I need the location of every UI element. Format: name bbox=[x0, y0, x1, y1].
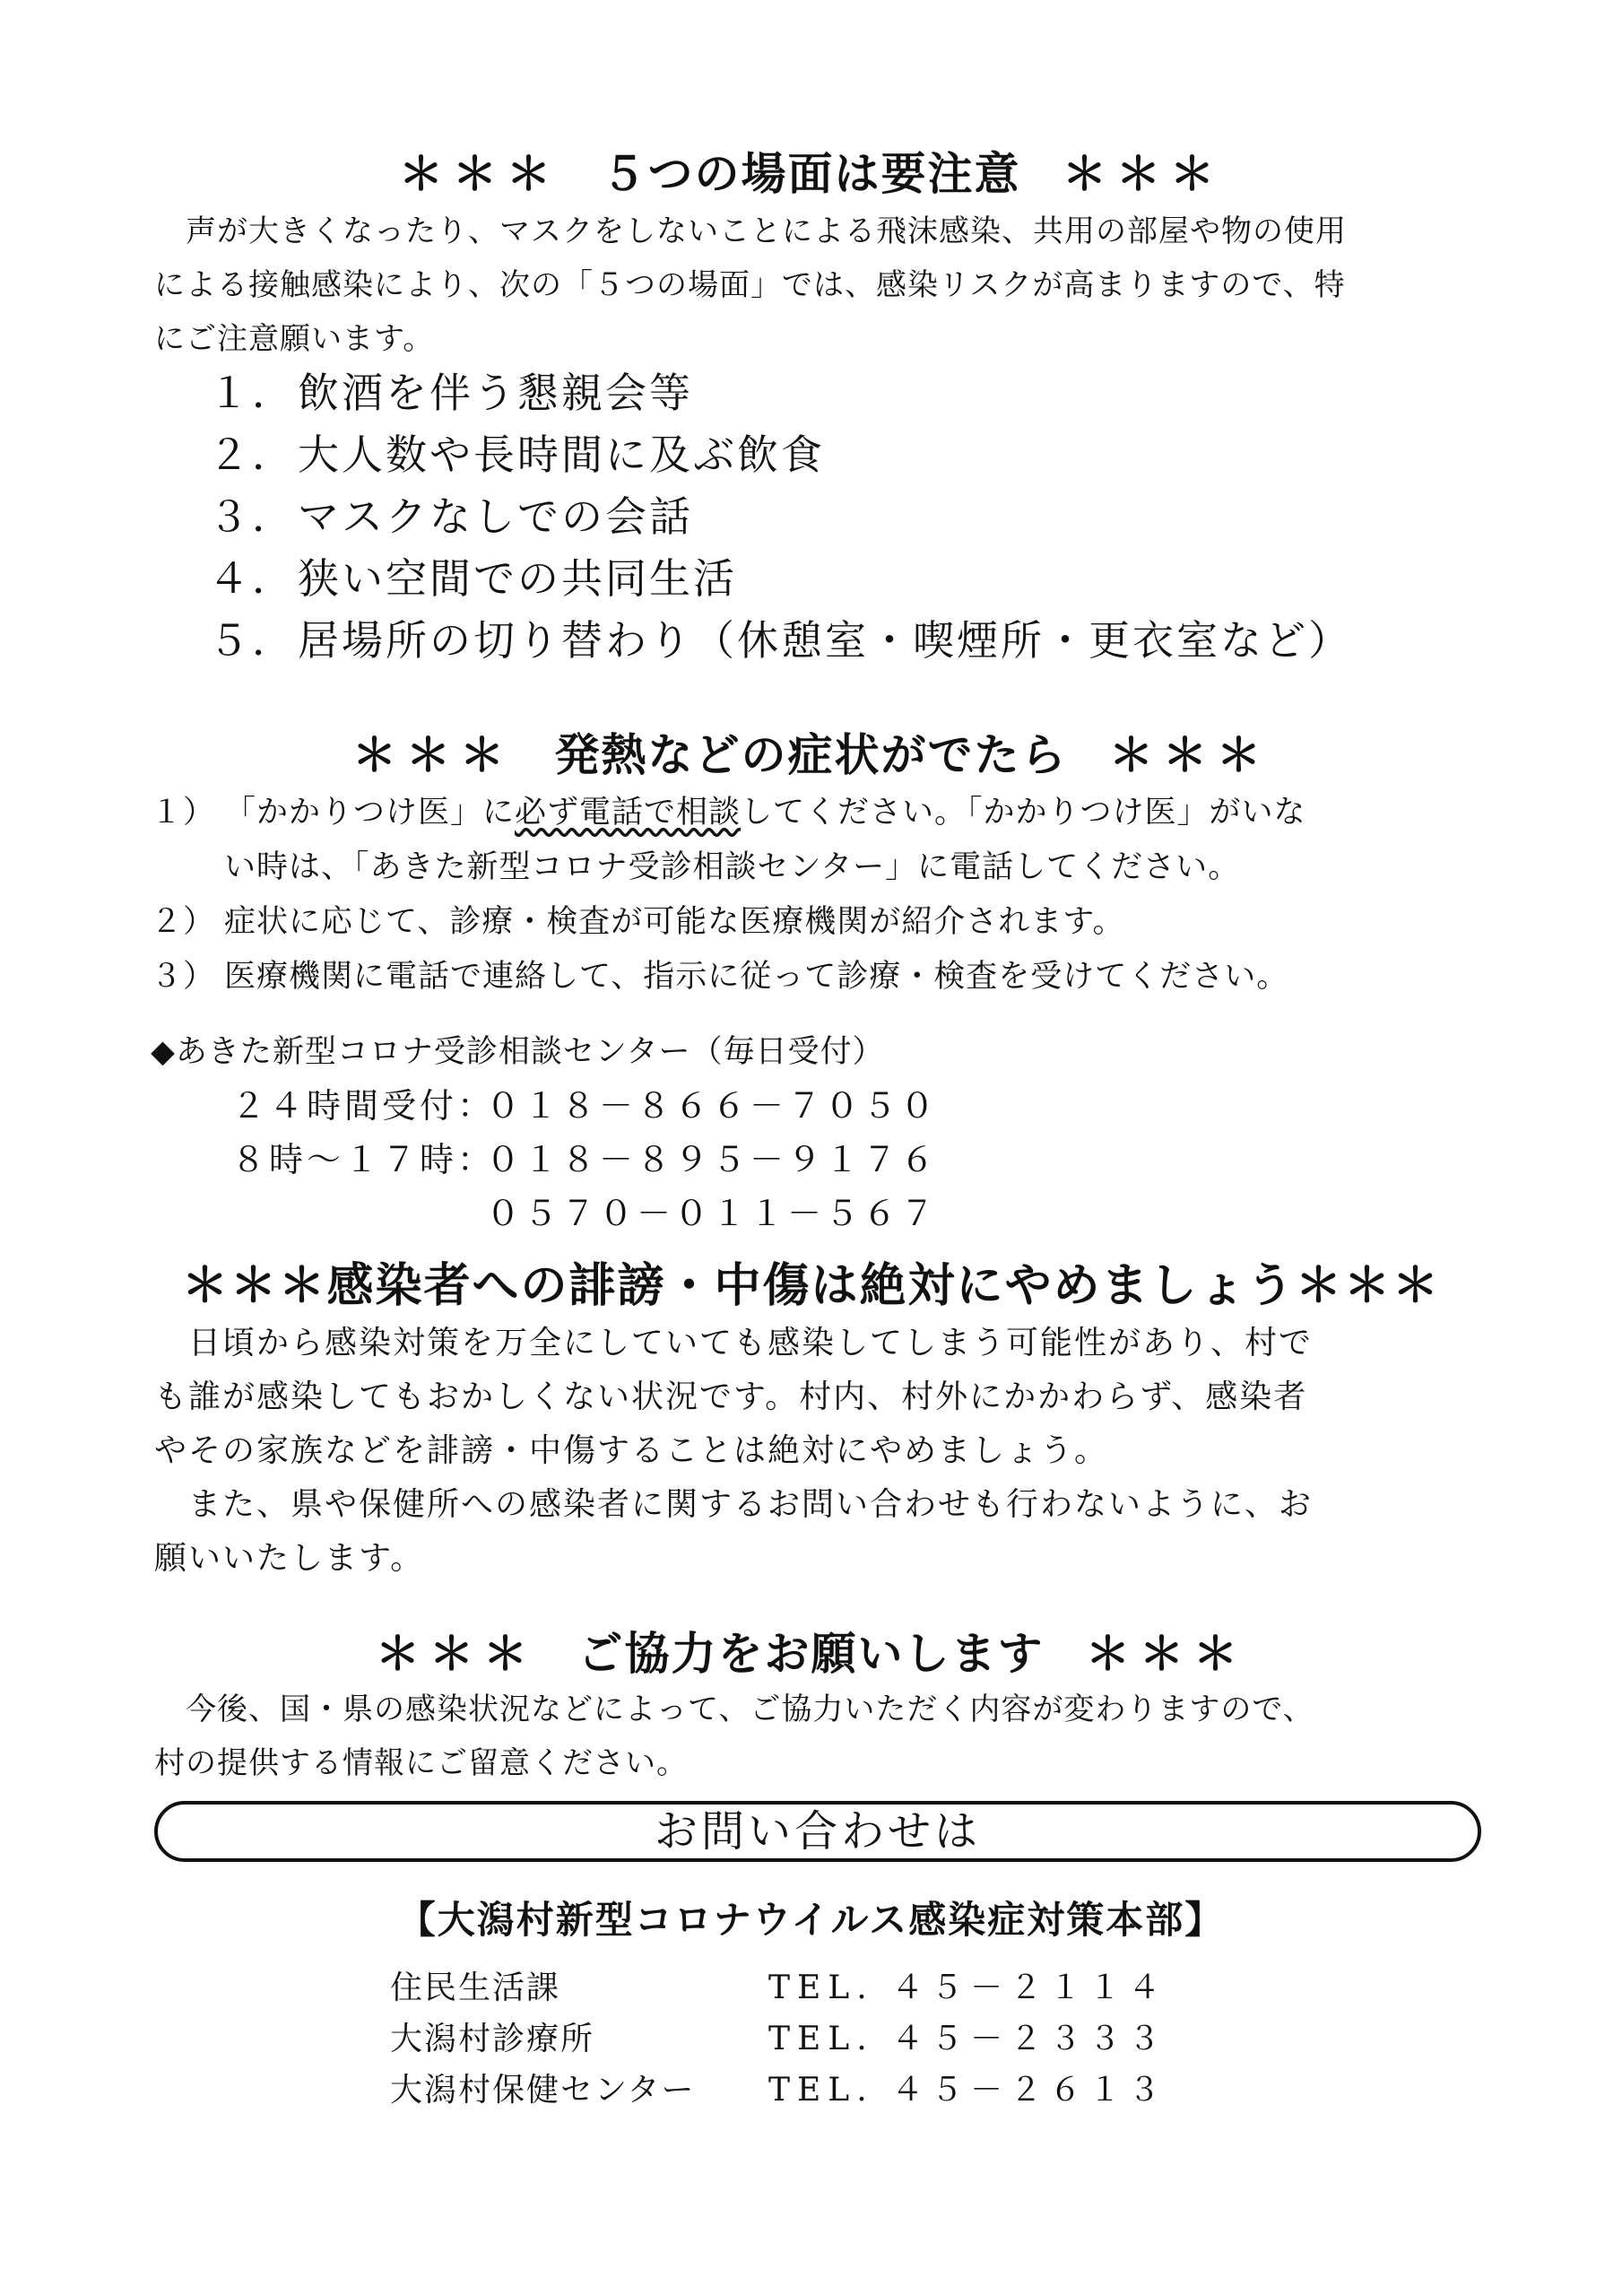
paragraph-line: また、県や保健所への感染者に関するお問い合わせも行わないように、お bbox=[154, 1486, 1314, 1523]
heading-stars-left: ＊＊＊ bbox=[375, 1628, 537, 1680]
list-item-number: ２． bbox=[208, 430, 296, 479]
step-3 bbox=[151, 950, 1306, 1004]
step-number: ３） bbox=[151, 959, 216, 995]
contact-row bbox=[390, 2065, 1167, 2116]
heading-cooperation bbox=[0, 1625, 1622, 1683]
heading-stars-right: ＊＊＊ bbox=[1108, 729, 1271, 781]
five-situations-intro bbox=[154, 204, 1347, 366]
heading-stars-right: ＊＊＊ bbox=[1062, 148, 1224, 200]
phone-number: ０１８－８９５－９１７６ bbox=[486, 1140, 939, 1179]
step-text: してください。「かかりつけ医」がいな bbox=[741, 795, 1306, 831]
phone-label: ８時～１７時： bbox=[231, 1140, 496, 1179]
contact-phone: TEL. ４５－２１１４ bbox=[768, 1970, 1168, 2006]
heading-stars-left: ＊＊＊ bbox=[351, 729, 514, 781]
list-item-text: マスクなしでの会話 bbox=[298, 492, 693, 541]
paragraph-line: 今後、国・県の感染状況などによって、ご協力いただく内容が変わりますので、 bbox=[154, 1692, 1314, 1727]
intro-line: 声が大きくなったり、マスクをしないことによる飛沫感染、共用の部屋や物の使用 bbox=[154, 213, 1347, 249]
list-item bbox=[208, 362, 1352, 424]
list-item-text: 飲酒を伴う懇親会等 bbox=[298, 369, 693, 417]
heading-five-situations bbox=[0, 145, 1622, 203]
five-situations-list bbox=[208, 362, 1352, 672]
list-item-number: ５． bbox=[208, 616, 296, 665]
heading-text: 発熱などの症状がでたら bbox=[554, 729, 1068, 781]
step-text: 医療機関に電話で連絡して、指示に従って診療・検査を受けてください。 bbox=[224, 959, 1289, 995]
list-item-text: 大人数や長時間に及ぶ飲食 bbox=[298, 430, 825, 479]
inquiry-box: お問い合わせは bbox=[154, 1801, 1481, 1862]
list-item-number: １． bbox=[208, 369, 296, 417]
list-item-number: ３． bbox=[208, 492, 296, 541]
list-item-number: ４． bbox=[208, 554, 296, 603]
heading-no-slander: ＊＊＊感染者への誹謗・中傷は絶対にやめましょう＊＊＊ bbox=[181, 1259, 1441, 1313]
heading-fever-symptoms bbox=[0, 726, 1622, 784]
paragraph-line: も誰が感染してもおかしくない状況です。村内、村外にかかわらず、感染者 bbox=[154, 1378, 1308, 1415]
contact-phone: TEL. ４５－２３３３ bbox=[768, 2021, 1168, 2057]
phone-label: ２４時間受付： bbox=[231, 1086, 496, 1126]
step-1-continued: い時は、「あきた新型コロナ受診相談センター」に電話してください。 bbox=[224, 849, 1241, 885]
heading-text: ご協力をお願いします bbox=[577, 1628, 1045, 1680]
paragraph-line: 日頃から感染対策を万全にしていても感染してしまう可能性があり、村で bbox=[154, 1325, 1314, 1361]
list-item bbox=[208, 486, 1352, 548]
intro-line: による接触感染により、次の「５つの場面」では、感染リスクが高まりますので、特 bbox=[154, 267, 1346, 303]
phone-number: ０５７０－０１１－５６７ bbox=[486, 1194, 939, 1233]
no-slander-text bbox=[154, 1317, 1313, 1586]
consultation-phones bbox=[231, 1079, 938, 1240]
list-item bbox=[208, 424, 1352, 486]
step-number: ２） bbox=[151, 904, 216, 940]
paragraph-line: 願いいたします。 bbox=[154, 1540, 425, 1577]
phone-row bbox=[231, 1187, 938, 1240]
step-2 bbox=[151, 895, 1306, 950]
contact-table bbox=[390, 1962, 1167, 2116]
paragraph-line: 村の提供する情報にご留意ください。 bbox=[154, 1745, 688, 1781]
step-text: 「かかりつけ医」に bbox=[224, 795, 516, 831]
list-item bbox=[208, 548, 1352, 610]
consultation-center-label: ◆あきた新型コロナ受診相談センター（毎日受付） bbox=[151, 1034, 885, 1070]
heading-stars-right: ＊＊＊ bbox=[1085, 1628, 1247, 1680]
intro-line: にご注意願います。 bbox=[154, 321, 435, 357]
step-1 bbox=[151, 786, 1306, 840]
step-number: １） bbox=[151, 795, 216, 831]
paragraph-line: やその家族などを誹謗・中傷することは絶対にやめましょう。 bbox=[154, 1432, 1109, 1469]
phone-label bbox=[231, 1187, 486, 1240]
heading-stars-left: ＊＊＊ bbox=[398, 148, 560, 200]
contact-department: 大潟村保健センター bbox=[390, 2072, 696, 2109]
contact-department: 住民生活課 bbox=[390, 1970, 561, 2006]
office-name: 【大潟村新型コロナウイルス感染症対策本部】 bbox=[397, 1898, 1225, 1942]
fever-steps bbox=[151, 786, 1306, 1004]
phone-row bbox=[231, 1079, 938, 1133]
contact-department: 大潟村診療所 bbox=[390, 2021, 595, 2057]
phone-number: ０１８－８６６－７０５０ bbox=[486, 1086, 939, 1126]
list-item-text: 居場所の切り替わり（休憩室・喫煙所・更衣室など） bbox=[298, 616, 1352, 665]
step-emphasis: 必ず電話で相談 bbox=[515, 795, 742, 831]
contact-row bbox=[390, 2013, 1167, 2065]
step-text: 症状に応じて、診療・検査が可能な医療機関が紹介されます。 bbox=[224, 904, 1125, 940]
cooperation-text bbox=[154, 1683, 1314, 1790]
contact-phone: TEL. ４５－２６１３ bbox=[768, 2072, 1168, 2109]
phone-row bbox=[231, 1133, 938, 1187]
list-item bbox=[208, 610, 1352, 672]
list-item-text: 狭い空間での共同生活 bbox=[298, 554, 737, 603]
contact-row bbox=[390, 1962, 1167, 2013]
heading-text: ５つの場面は要注意 bbox=[601, 148, 1021, 200]
